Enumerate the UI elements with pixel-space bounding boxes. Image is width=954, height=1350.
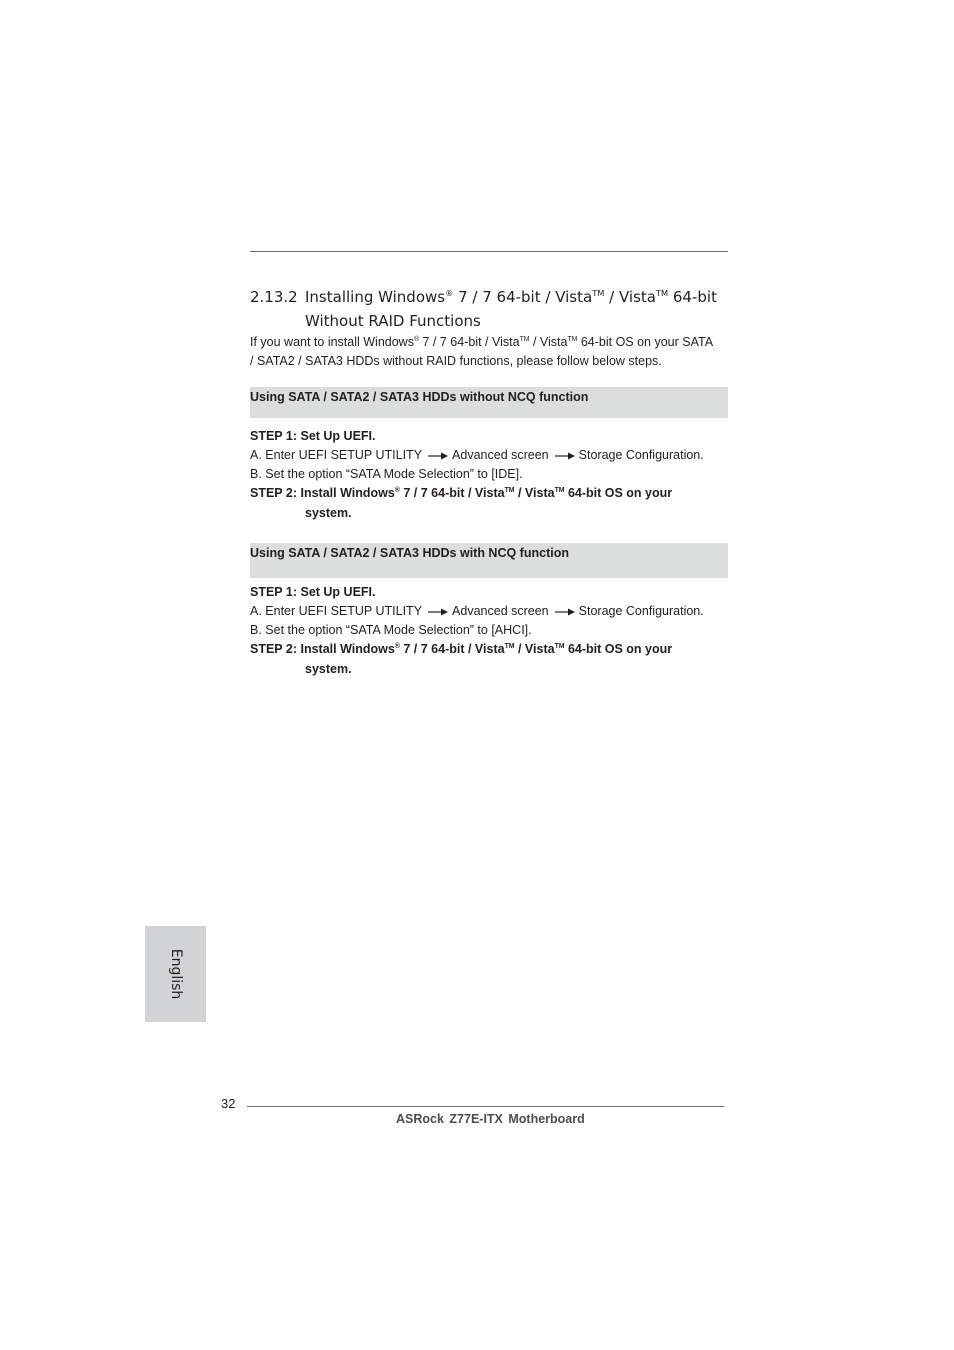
language-tab xyxy=(145,926,206,1022)
header-rule xyxy=(250,251,728,252)
footer-title: ASRock Z77E-ITX Motherboard xyxy=(396,1112,585,1126)
step2-line2: system. xyxy=(305,506,352,520)
steps-without-ncq xyxy=(250,427,730,523)
step2-label: STEP 2: Install Windows® 7 / 7 64-bit / Vista™ / Vista™ 64-bit OS on your xyxy=(250,486,673,500)
arrow-right-icon xyxy=(555,451,575,461)
page-number: 32 xyxy=(221,1096,236,1111)
band-with-ncq: Using SATA / SATA2 / SATA3 HDDs with NCQ function xyxy=(250,543,728,578)
step1-label: STEP 1: Set Up UEFI. xyxy=(250,585,376,599)
step2-line2: system. xyxy=(305,662,352,676)
step1-line-b: B. Set the option “SATA Mode Selection” to [AHCI]. xyxy=(250,623,532,637)
step2-label: STEP 2: Install Windows® 7 / 7 64-bit / Vista™ / Vista™ 64-bit OS on your xyxy=(250,642,673,656)
steps-with-ncq xyxy=(250,583,730,679)
band-without-ncq: Using SATA / SATA2 / SATA3 HDDs without NCQ function xyxy=(250,387,728,418)
section-title-line2: Without RAID Functions xyxy=(305,312,481,330)
intro-paragraph: If you want to install Windows® 7 / 7 64-bit / Vista™ / Vista™ 64-bit OS on your SATA / SATA2 / SATA3 HDDs without RAID functions, please follow below steps. xyxy=(250,335,714,368)
section-heading: 2.13.2 Installing Windows® 7 / 7 64-bit / Vista™ / Vista™ 64-bit Without RAID Functions xyxy=(250,285,730,333)
step1-line-b: B. Set the option “SATA Mode Selection” to [IDE]. xyxy=(250,467,523,481)
section-number: 2.13.2 xyxy=(250,288,298,306)
footer-rule xyxy=(247,1106,724,1107)
arrow-right-icon xyxy=(428,451,448,461)
language-tab-label: English xyxy=(168,948,184,1000)
step1-line-a: A. Enter UEFI SETUP UTILITY Advanced screen Storage Configuration. xyxy=(250,448,704,462)
step1-label: STEP 1: Set Up UEFI. xyxy=(250,429,376,443)
arrow-right-icon xyxy=(555,607,575,617)
arrow-right-icon xyxy=(428,607,448,617)
step1-line-a: A. Enter UEFI SETUP UTILITY Advanced screen Storage Configuration. xyxy=(250,604,704,618)
